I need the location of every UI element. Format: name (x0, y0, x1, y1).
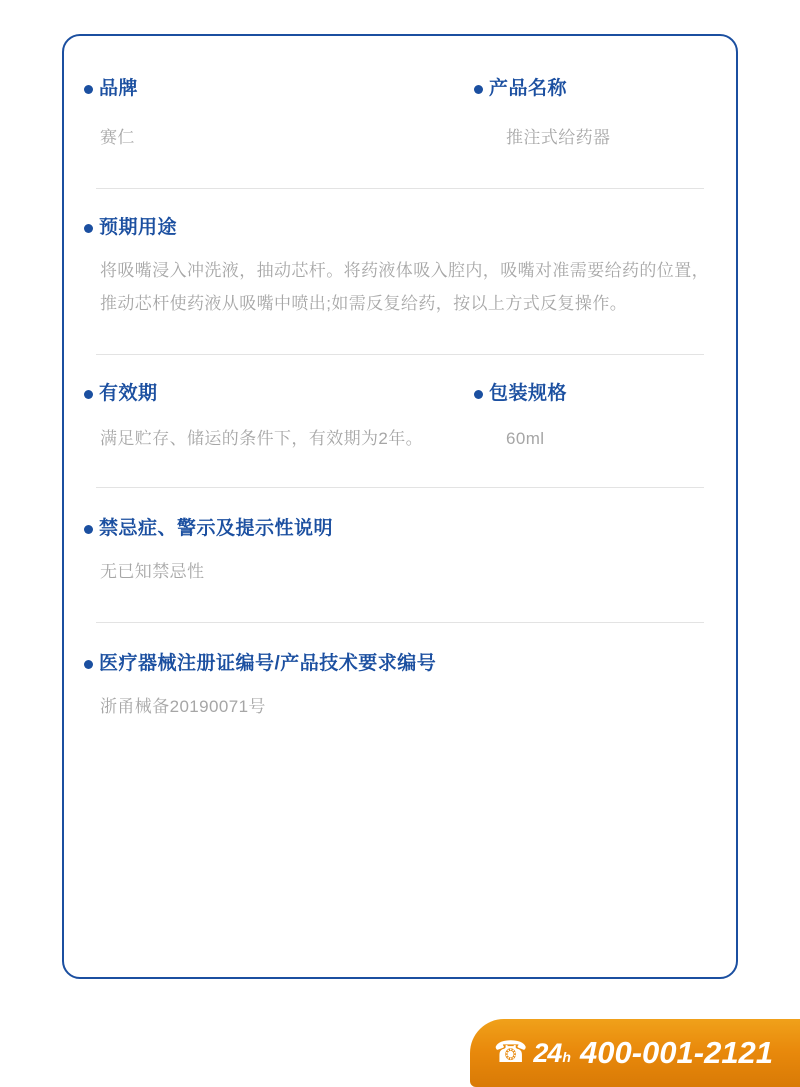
validity-heading (84, 383, 474, 406)
section-brand (84, 78, 716, 154)
bullet-icon (84, 525, 93, 534)
intended-use-heading-label: 预期用途 (99, 216, 178, 238)
contraindication-heading (84, 518, 716, 541)
package-spec-value: 60ml (506, 428, 545, 448)
divider (96, 622, 704, 623)
brand-heading (84, 78, 474, 101)
divider (96, 188, 704, 189)
hotline-number[interactable]: 400-001-2121 (579, 1035, 774, 1070)
product-name-heading-label: 产品名称 (489, 78, 568, 99)
registration-heading (84, 653, 716, 676)
section-validity (84, 383, 716, 455)
product-name-value: 推注式给药器 (506, 127, 611, 147)
hotline-banner[interactable] (470, 1019, 800, 1087)
24h-badge-suffix: h (562, 1048, 570, 1065)
validity-heading-row (84, 383, 716, 406)
product-info-card (62, 34, 738, 979)
intended-use-text: 将吸嘴浸入冲洗液，抽动芯杆。将药液体吸入腔内，吸嘴对准需要给药的位置，推动芯杆使药液从吸嘴中喷出;如需反复给药，按以上方式反复操作。 (100, 260, 709, 313)
bullet-icon (474, 85, 483, 94)
validity-heading-label: 有效期 (99, 383, 158, 405)
product-name-heading (474, 78, 716, 101)
package-spec-heading-col (474, 383, 716, 406)
phone-icon: ☎ (493, 1036, 528, 1069)
card-content (84, 58, 716, 723)
contraindication-heading-label: 禁忌症、警示及提示性说明 (99, 517, 334, 539)
bullet-icon (84, 224, 93, 233)
brand-values-row (84, 121, 716, 154)
divider (96, 487, 704, 488)
brand-heading-label: 品牌 (99, 78, 139, 99)
section-intended-use (84, 217, 716, 320)
product-name-heading-col (474, 78, 716, 101)
package-spec-heading-label: 包装规格 (489, 383, 568, 405)
section-registration (84, 653, 716, 723)
contraindication-text: 无已知禁忌性 (100, 561, 205, 581)
bullet-icon (84, 390, 93, 399)
validity-heading-col (84, 383, 474, 406)
validity-values-row (84, 422, 716, 455)
brand-value: 赛仁 (100, 127, 135, 147)
section-contraindication (84, 518, 716, 588)
validity-value: 满足贮存、储运的条件下，有效期为2年。 (100, 428, 424, 448)
package-spec-heading (474, 383, 716, 406)
bullet-icon (84, 85, 93, 94)
brand-heading-col (84, 78, 474, 101)
brand-heading-row (84, 78, 716, 101)
registration-text: 浙甬械备20190071号 (100, 696, 266, 716)
24h-badge (533, 1038, 570, 1069)
divider (96, 354, 704, 355)
24h-badge-number: 24 (533, 1037, 562, 1068)
intended-use-heading (84, 217, 716, 240)
bullet-icon (474, 390, 483, 399)
registration-heading-label: 医疗器械注册证编号/产品技术要求编号 (99, 652, 437, 674)
bullet-icon (84, 660, 93, 669)
